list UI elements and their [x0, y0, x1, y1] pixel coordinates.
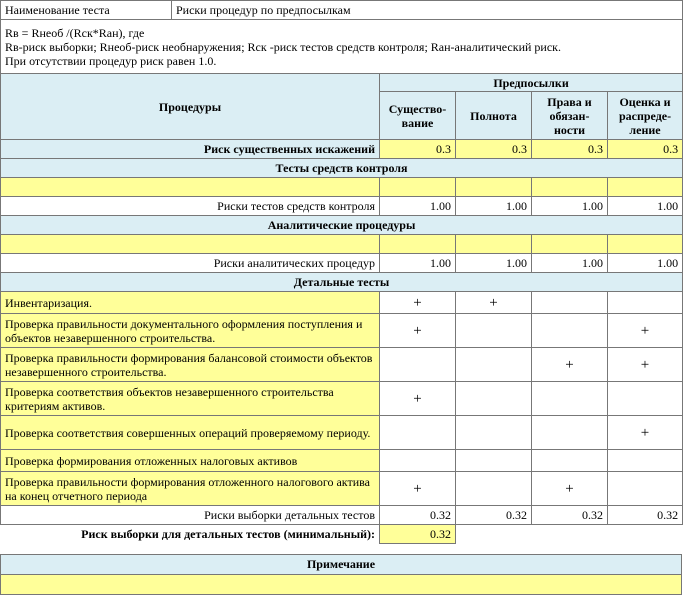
- note-input[interactable]: [1, 575, 682, 595]
- detailed-test-mark[interactable]: +: [608, 416, 683, 450]
- control-test-input-cell[interactable]: [532, 178, 608, 197]
- detailed-test-row: [1, 450, 683, 472]
- detailed-risk-rights: 0.32: [532, 506, 608, 525]
- premises-header: Предпосылки: [380, 74, 683, 92]
- detailed-test-mark[interactable]: [456, 382, 532, 416]
- min-sample-risk-value: 0.32: [380, 525, 456, 544]
- note-title: Примечание: [1, 555, 682, 575]
- test-name-value[interactable]: Риски процедур по предпосылкам: [172, 1, 683, 20]
- detailed-test-mark[interactable]: +: [456, 292, 532, 314]
- control-test-input-cell[interactable]: [608, 178, 683, 197]
- detailed-test-mark[interactable]: +: [380, 292, 456, 314]
- detailed-test-mark[interactable]: +: [380, 314, 456, 348]
- control-test-input-row[interactable]: [1, 178, 380, 197]
- analytical-risk-existence: 1.00: [380, 254, 456, 273]
- detailed-test-row: [1, 472, 683, 506]
- control-tests-risk-existence: 1.00: [380, 197, 456, 216]
- detailed-test-mark[interactable]: [456, 416, 532, 450]
- detailed-test-mark[interactable]: [532, 416, 608, 450]
- detailed-test-mark[interactable]: [380, 450, 456, 472]
- test-name-label: Наименование теста: [1, 1, 172, 20]
- detailed-test-mark[interactable]: [456, 348, 532, 382]
- analytical-risk-completeness: 1.00: [456, 254, 532, 273]
- analytical-input-cell[interactable]: [456, 235, 532, 254]
- detailed-test-mark[interactable]: [532, 314, 608, 348]
- detailed-risk-completeness: 0.32: [456, 506, 532, 525]
- material-risk-rights[interactable]: 0.3: [532, 140, 608, 159]
- analytical-input-row[interactable]: [1, 235, 380, 254]
- formula-description: [1, 20, 683, 74]
- note-section: [0, 554, 682, 595]
- detailed-test-mark[interactable]: +: [380, 472, 456, 506]
- detailed-test-row: [1, 416, 683, 450]
- detailed-test-mark[interactable]: [456, 450, 532, 472]
- detailed-test-mark[interactable]: +: [532, 348, 608, 382]
- procedures-header: Процедуры: [1, 74, 380, 140]
- detailed-test-name[interactable]: Инвентаризация.: [1, 292, 380, 314]
- detailed-test-mark[interactable]: [380, 416, 456, 450]
- material-risk-label: Риск существенных искажений: [1, 140, 380, 159]
- premise-rights-header: Права и обязан-ности: [532, 92, 608, 140]
- min-sample-risk-label: Риск выборки для детальных тестов (минимальный):: [81, 527, 375, 542]
- material-risk-valuation[interactable]: 0.3: [608, 140, 683, 159]
- detailed-test-mark[interactable]: [456, 314, 532, 348]
- detailed-test-mark[interactable]: [456, 472, 532, 506]
- detailed-risk-existence: 0.32: [380, 506, 456, 525]
- detailed-test-row: [1, 292, 683, 314]
- detailed-tests-title: Детальные тесты: [1, 273, 683, 292]
- control-test-input-cell[interactable]: [456, 178, 532, 197]
- control-tests-title: Тесты средств контроля: [1, 159, 683, 178]
- detailed-test-mark[interactable]: [608, 382, 683, 416]
- control-tests-risk-label: Риски тестов средств контроля: [1, 197, 380, 216]
- detailed-test-name[interactable]: Проверка соответствия совершенных операций проверяемому периоду.: [1, 416, 380, 450]
- detailed-test-name[interactable]: Проверка правильности формирования балансовой стоимости объектов незавершенного строительства.: [1, 348, 380, 382]
- detailed-test-mark[interactable]: +: [532, 472, 608, 506]
- detailed-test-mark[interactable]: [532, 292, 608, 314]
- control-test-input-cell[interactable]: [380, 178, 456, 197]
- analytical-input-cell[interactable]: [608, 235, 683, 254]
- detailed-test-row: [1, 382, 683, 416]
- analytical-risk-rights: 1.00: [532, 254, 608, 273]
- analytical-title: Аналитические процедуры: [1, 216, 683, 235]
- control-tests-risk-rights: 1.00: [532, 197, 608, 216]
- detailed-risk-label: Риски выборки детальных тестов: [1, 506, 380, 525]
- analytical-input-cell[interactable]: [532, 235, 608, 254]
- detailed-test-mark[interactable]: [608, 450, 683, 472]
- detailed-test-name[interactable]: Проверка формирования отложенных налоговых активов: [1, 450, 380, 472]
- analytical-input-cell[interactable]: [380, 235, 456, 254]
- detailed-test-mark[interactable]: [608, 472, 683, 506]
- formula-line-2: Rв-риск выборки; Rнеоб-риск необнаружения; Rск -риск тестов средств контроля; Rан-аналитический риск.: [5, 39, 562, 54]
- detailed-test-mark[interactable]: [532, 382, 608, 416]
- detailed-test-mark[interactable]: [380, 348, 456, 382]
- detailed-test-mark[interactable]: +: [608, 314, 683, 348]
- detailed-test-mark[interactable]: [532, 450, 608, 472]
- premise-completeness-header: Полнота: [456, 92, 532, 140]
- analytical-risk-label: Риски аналитических процедур: [1, 254, 380, 273]
- detailed-test-name[interactable]: Проверка соответствия объектов незавершенного строительства критериям активов.: [1, 382, 380, 416]
- detailed-test-row: [1, 348, 683, 382]
- blank-area: [456, 525, 683, 544]
- detailed-test-row: [1, 314, 683, 348]
- premise-valuation-header: Оценка и распреде-ление: [608, 92, 683, 140]
- control-tests-risk-completeness: 1.00: [456, 197, 532, 216]
- control-tests-risk-valuation: 1.00: [608, 197, 683, 216]
- detailed-test-name[interactable]: Проверка правильности формирования отложенного налогового актива на конец отчетного периода: [1, 472, 380, 506]
- detailed-test-mark[interactable]: +: [608, 348, 683, 382]
- premise-existence-header: Существо-вание: [380, 92, 456, 140]
- detailed-test-mark[interactable]: [608, 292, 683, 314]
- detailed-risk-valuation: 0.32: [608, 506, 683, 525]
- material-risk-completeness[interactable]: 0.3: [456, 140, 532, 159]
- detailed-test-name[interactable]: Проверка правильности документального оформления поступления и объектов незавершенного строительства.: [1, 314, 380, 348]
- material-risk-existence[interactable]: 0.3: [380, 140, 456, 159]
- formula-line-1: Rв = Rнеоб /(Rск*Rан), где: [5, 25, 145, 40]
- formula-line-3: При отсутствии процедур риск равен 1.0.: [5, 53, 217, 68]
- analytical-risk-valuation: 1.00: [608, 254, 683, 273]
- detailed-test-mark[interactable]: +: [380, 382, 456, 416]
